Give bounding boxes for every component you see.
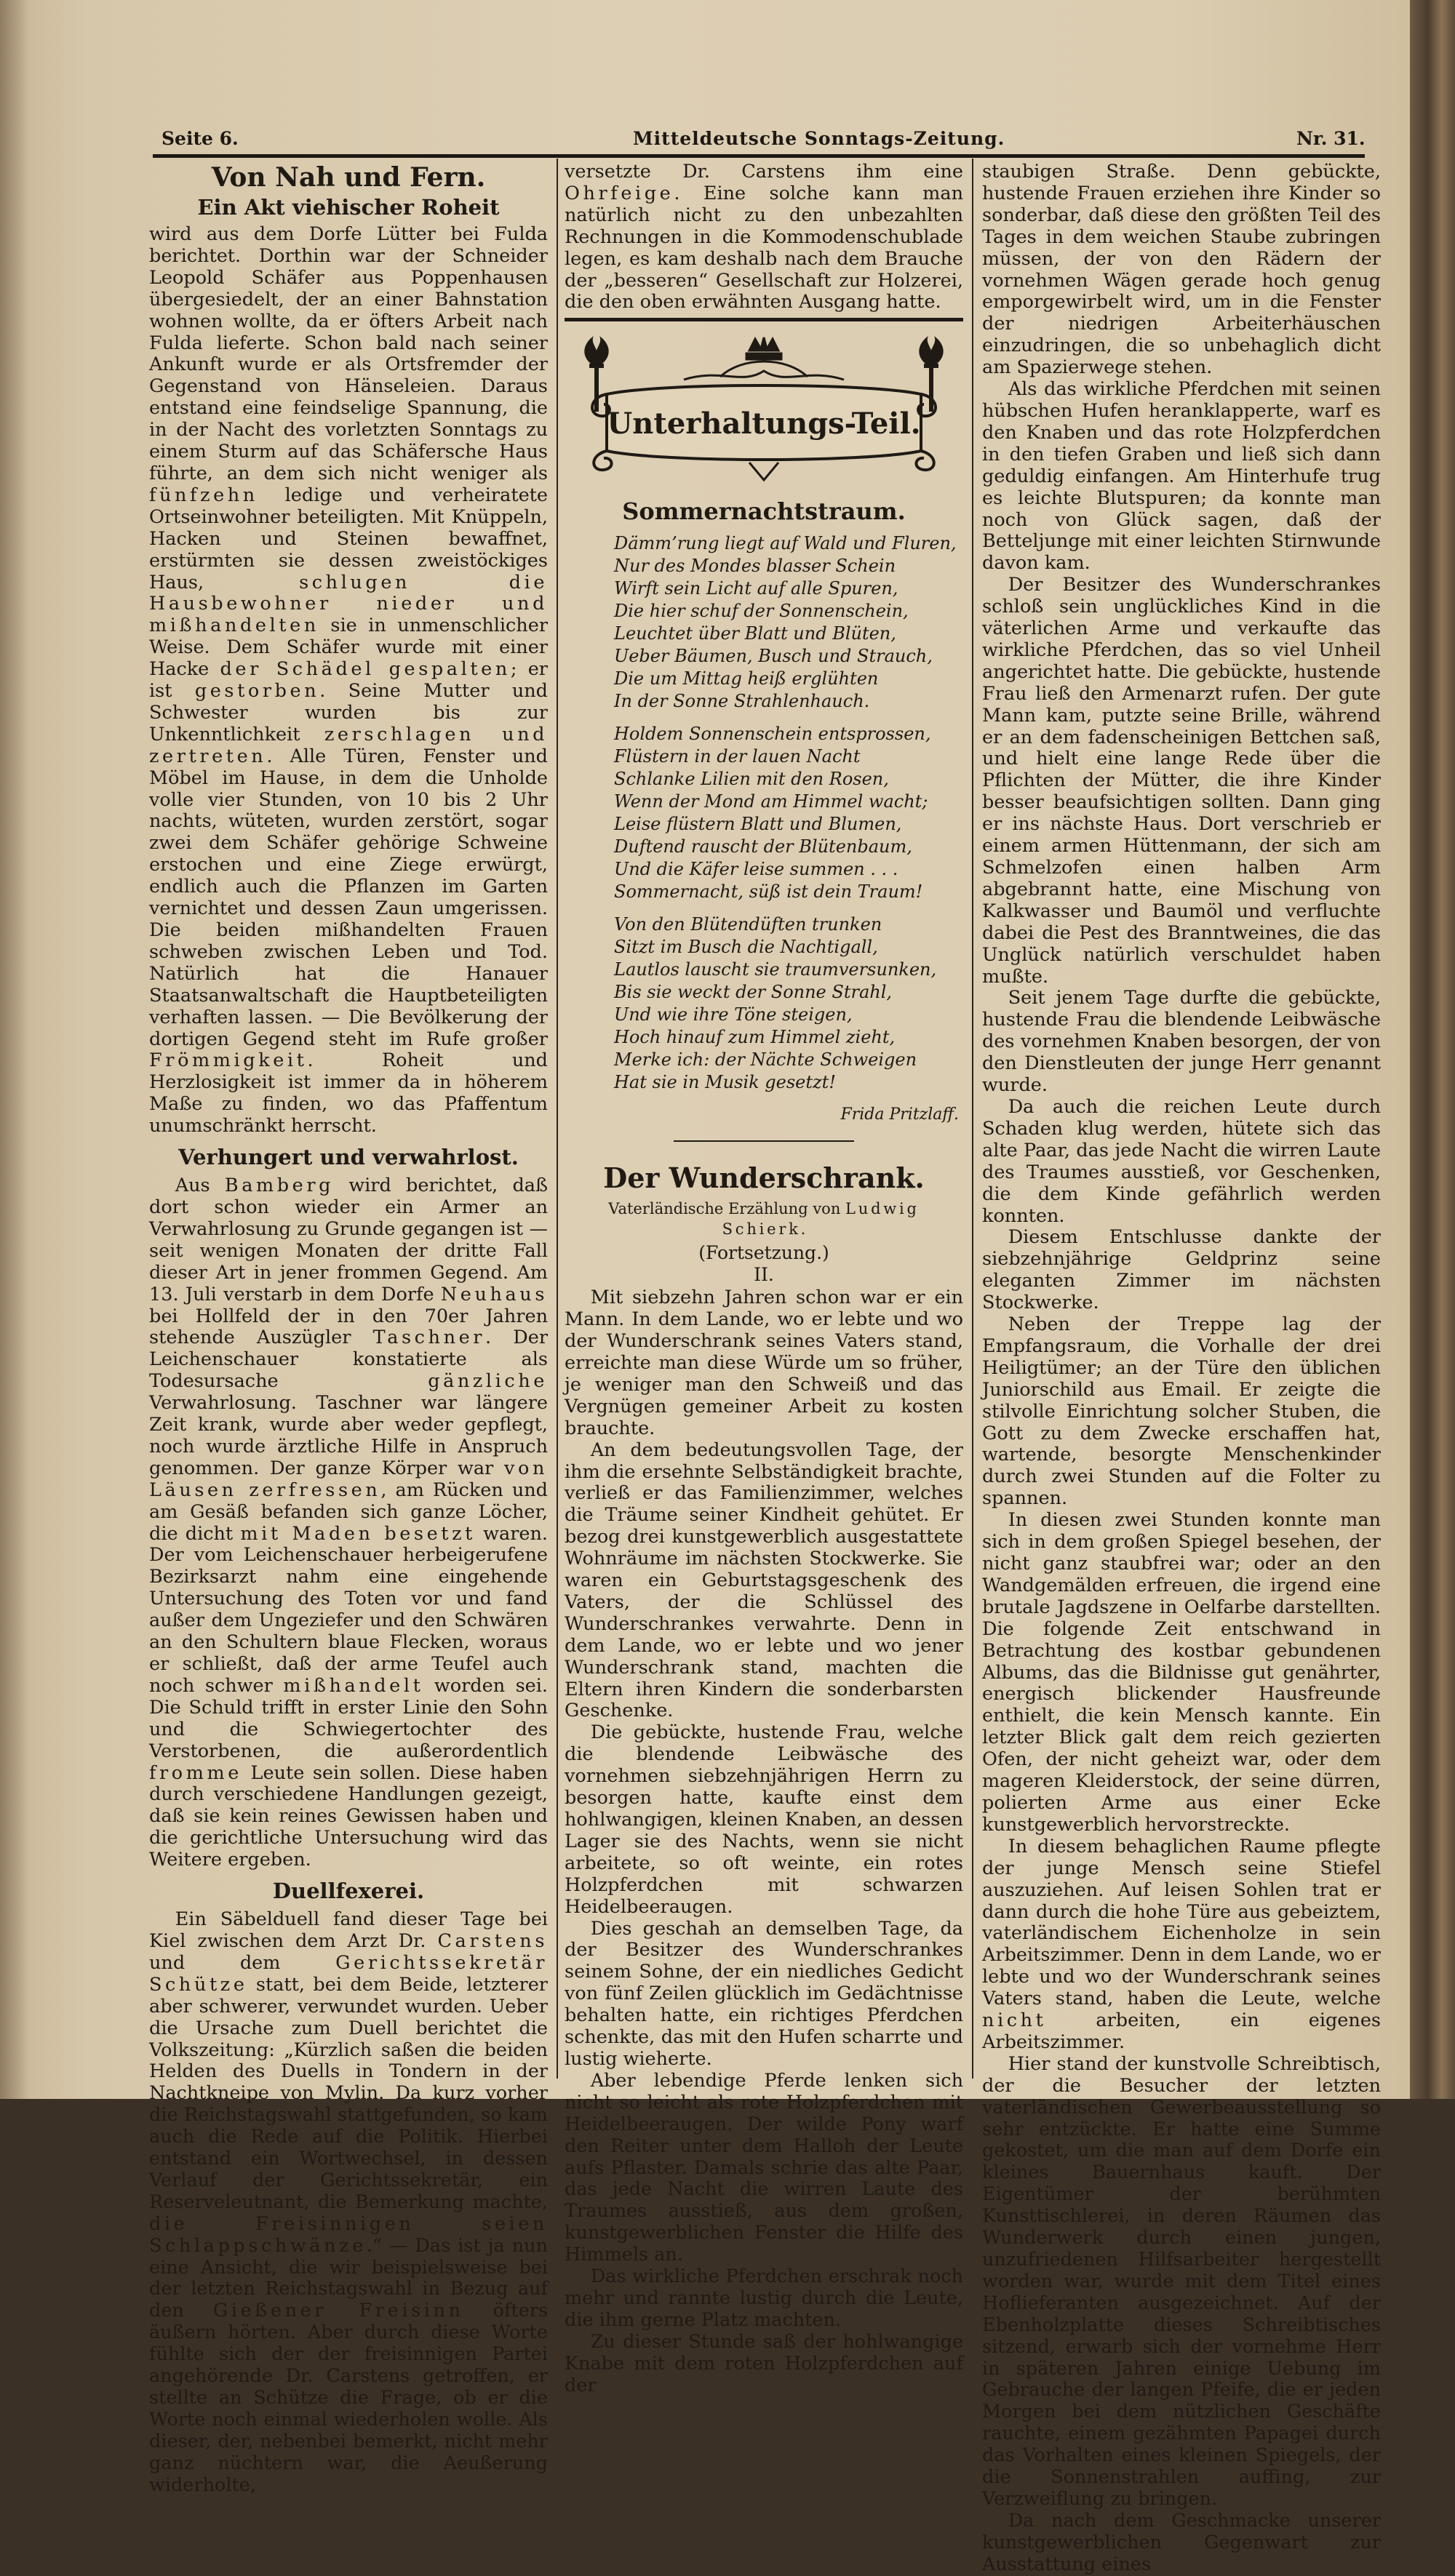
poem-title: Sommernachtstraum. [622,497,906,526]
newspaper-title: Mitteldeutsche Sonntags-Zeitung. [633,128,1005,149]
story-paragraph: Die gebückte, hustende Frau, welche die blendende Leibwäsche des vornehmen siebzehnjährigen Herrn zu besorgen hatte, kaufte einst dem hohlwangigen, kleinen Knaben, an dessen Lager sie des Nachts, wenn sie nicht arbeitete, so oft weinte, ein rotes Holzpferdchen mit schwarzen Heidelbeeraugen. [565,1721,963,1918]
column-rule [972,159,973,2079]
story-paragraph: Da nach dem Geschmacke unserer kunstgewerblichen Gegenwart zur Ausstattung eines [982,2509,1381,2575]
story-paragraph: Aber lebendige Pferde lenken sich nicht so leicht als rote Holzpferdchen mit Heidelbeeraugen. Der wilde Pony warf den Reiter unter dem Halloh der Leute aufs Pflaster. Damals schrie das alte Paar, das jede Nacht die wirren Laute des Traumes ausstieß, aus dem großen, kunstgewerblichen Fenster die Hilfe des Himmels an. [565,2069,963,2266]
story-paragraph: staubigen Straße. Denn gebückte, hustende Frauen erziehen ihre Kinder so sonderbar, daß diese den größten Teil des Tages in dem weichen Staube zubringen müssen, der von den Rädern der vornehmen Wägen gerade hoch genug emporgewirbelt wird, um in die Fenster der niedrigen Arbeiterhäuschen einzudringen, die so unbehaglich dicht am Spazierwege stehen. [982,161,1381,379]
section-divider [565,318,963,321]
poem-stanza: Holdem Sonnenschein entsprossen, Flüstern in der lauen Nacht Schlanke Lilien mit den Rosen, Wenn der Mond am Himmel wacht; Leise flüstern Blatt und Blumen, Duftend rauscht der Blütenbaum, Und die Käfer leise summen . . . Sommernacht, süß ist dein Traum! [614,724,931,903]
story-continuation-label: (Fortsetzung.) [698,1242,829,1264]
crown-ornament-icon [684,337,844,380]
column-2 [565,161,963,2396]
poem-stanza: Von den Blütendüften trunken Sitzt im Busch die Nachtigall, Lautlos lauscht sie traumversunken, Bis sie weckt der Sonne Strahl, Und wie ihre Töne steigen, Hoch hinauf zum Himmel zieht, Merke ich: der Nächte Schweigen Hat sie in Musik gesetzt! [614,914,937,1093]
header-rule [153,154,1365,158]
story-paragraph: Diesem Entschlusse dankte der siebzehnjährige Geldprinz seine eleganten Zimmer im nächsten Stockwerke. [982,1226,1381,1314]
story-paragraph: Neben der Treppe lag der Empfangsraum, die Vorhalle der drei Heiligtümer; an der Türe den üblichen Juniorschild aus Email. Er zeigte die stilvolle Einrichtung solcher Stuben, die Gott zu dem Zwecke erschaffen hat, wartende, besorgte Menschenkinder durch zwei Stunden auf die Folter zu spannen. [982,1313,1381,1510]
story-paragraph: Da auch die reichen Leute durch Schaden klug werden, hütete sich das alte Paar, das jede Nacht die wirren Laute des Traumes ausstieß, vor Geschenken, die dem Kinde gefährlich werden konnten. [982,1095,1381,1227]
column-rule [557,159,558,2079]
article-title: Duellfexerei. [272,1879,425,1904]
article-body: wird aus dem Dorfe Lütter bei Fulda berichtet. Dorthin war der Schneider Leopold Schäfer aus Poppenhausen übergesiedelt, der an einer Bahnstation wohnen wollte, da er öfters Arbeit nach Fulda lieferte. Schon bald nach seiner Ankunft wurde er als Ortsfremder der Gegenstand von Hänseleien. Daraus entstand eine feindselige Spannung, die in der Nacht des vorletzten Sonntags zu einem Sturm auf das Schäfersche Haus führte, an dem sich nicht weniger als fünfzehn ledige und verheiratete Ortseinwohner beteiligten. Mit Knüppeln, Hacken und Steinen bewaffnet, erstürmten sie dessen zweistöckiges Haus, schlugen die Hausbewohner nieder und mißhandelten sie in unmenschlicher Weise. Dem Schäfer wurde mit einer Hacke der Schädel gespalten; er ist gestorben. Seine Mutter und Schwester wurden bis zur Unkenntlichkeit zerschlagen und zertreten. Alle Türen, Fenster und Möbel im Hause, in dem die Unholde volle vier Stunden, von 10 bis 2 Uhr nachts, wüteten, wurden zerstört, sogar zwei dem Schäfer gehörige Schweine erstochen und eine Ziege erwürgt, endlich auch die Pflanzen im Garten vernichtet und dessen Zaun umgerissen. Die beiden mißhandelten Frauen schweben zwischen Leben und Tod. Natürlich hat die Hanauer Staatsanwaltschaft die Hauptbeteiligten verhaften lassen. — Die Bevölkerung der dortigen Gegend steht im Rufe großer Frömmigkeit. Roheit und Herzlosigkeit ist immer da in höherem Maße zu finden, wo das Pfaffentum unumschränkt herrscht. [149,223,549,1137]
section-divider [674,1140,854,1142]
column-3 [982,161,1381,2575]
story-paragraph: An dem bedeutungsvollen Tage, der ihm die ersehnte Selbständigkeit brachte, verließ er das Familienzimmer, welches die Träume seiner Kindheit gehütet. Er bezog drei kunstgewerblich ausgestattete Wohnräume im nächsten Stockwerke. Sie waren ein Geburtstagsgeschenk des Vaters, der die Schlüssel des Wunderschrankes verwahrte. Denn in dem Lande, wo er lebte und wo jener Wunderschrank stand, machten die Eltern ihren Kindern die sonderbarsten Geschenke. [565,1439,963,1722]
story-paragraph: Als das wirkliche Pferdchen mit seinen hübschen Hufen heranklapperte, warf es den Knaben und das rote Holzpferdchen in den tiefen Graben und ließ sich dann geduldig einfangen. Am Hinterhufe trug es leichte Blutspuren; da konnte man noch von Glück sagen, daß der Betteljunge mit einer leichten Stirnwunde davon kam. [982,378,1381,575]
story-subtitle: Vaterländische Erzählung von Ludwig Schierk. [608,1200,920,1239]
story-paragraph: Seit jenem Tage durfte die gebückte, hustende Frau die blendende Leibwäsche des vornehmen Knaben besorgen, der von den Dienstleuten der junge Herr genannt wurde. [982,987,1381,1097]
feuilleton-title: Unterhaltungs-Teil. [607,407,921,441]
article-body: Aus Bamberg wird berichtet, daß dort schon wieder ein Armer an Verwahrlosung zu Grunde gegangen ist — seit wenigen Monaten der dritte Fall dieser Art in jener frommen Gegend. Am 13. Juli verstarb in dem Dorfe Neuhaus bei Hollfeld der in den 70er Jahren stehende Auszügler Taschner. Der Leichenschauer konstatierte als Todesursache gänzliche Verwahrlosung. Taschner war längere Zeit krank, wurde aber weder gepflegt, noch wurde ärztliche Hilfe in Anspruch genommen. Der ganze Körper war von Läusen zerfressen, am Rücken und am Gesäß befanden sich ganze Löcher, die dicht mit Maden besetzt waren. Der vom Leichenschauer herbeigerufene Bezirksarzt nahm eine eingehende Untersuchung des Toten vor und fand außer dem Ungeziefer und den Schwären an den Schultern blaue Flecken, woraus er schließt, daß der arme Teufel auch noch schwer mißhandelt worden sei. Die Schuld trifft in erster Linie den Sohn und die Schwiegertochter des Verstorbenen, die außerordentlich fromme Leute sein sollen. Diese haben durch verschiedene Handlungen gezeigt, daß sie kein reines Gewissen haben und die gerichtliche Untersuchung wird das Weitere ergeben. [149,1175,549,1871]
story-paragraph: Das wirkliche Pferdchen erschrak noch mehr und rannte lustig durch die Leute, die ihm gerne Platz machten. [565,2265,963,2331]
story-paragraph: Hier stand der kunstvolle Schreibtisch, der die Besucher der letzten vaterländischen Gewerbeausstellung so sehr entzückte. Er hatte eine Summe gekostet, um die man auf dem Dorfe ein kleines Bauernhaus kauft. Der Eigentümer der berühmten Kunsttischlerei, in deren Räumen das Wunderwerk durch einen jungen, unzufriedenen Hilfsarbeiter hergestellt worden war, wurde mit dem Titel eines Hoflieferanten ausgezeichnet. Auf der Ebenholzplatte dieses Schreibtisches sitzend, erwarb sich der vornehme Herr in späteren Jahren einige Uebung im Gebrauche der langen Pfeife, die er jeden Morgen bei dem nützlichen Geschäfte rauchte, einem gezähmten Papagei durch das Vorhalten eines kleinen Spiegels, der die Sonnenstrahlen auffing, zur Verzweiflung zu bringen. [982,2052,1381,2510]
article-title: Ein Akt viehischer Roheit [197,195,500,220]
story-paragraph: Der Besitzer des Wunderschrankes schloß sein unglückliches Kind in die väterlichen Arme und verkaufte das wirkliche Pferdchen, das so viel Unheil angerichtet hatte. Die gebückte, hustende Frau ließ den Armenarzt rufen. Der gute Mann kam, putzte seine Brille, während er an dem fadenscheinigen Bettchen saß, und hielt eine lange Rede über die Pflichten der Mütter, die ihre Kinder besser beaufsichtigen sollten. Dann ging er ins nächste Haus. Dort verschrieb er einem armen Hüttenmann, der sich am Schmelzofen einen halben Arm abgebrannt hatte, eine Mischung von Kalkwasser und Baumöl und verfluchte dabei die Pest des Branntweines, die das Unglück natürlich verschuldet haben mußte. [982,574,1381,988]
story-paragraph: Zu dieser Stunde saß der hohlwangige Knabe mit dem roten Holzpferdchen auf der [565,2330,963,2396]
story-chapter: II. [754,1264,774,1286]
poem-stanza: Dämm’rung liegt auf Wald und Fluren, Nur des Mondes blasser Schein Wirft sein Licht auf alle Spuren, Die hier schuf der Sonnenschein, Leuchtet über Blatt und Blüten, Ueber Bäumen, Busch und Strauch, Die um Mittag heiß erglühten In der Sonne Strahlenhauch. [614,533,957,712]
story-title: Der Wunderschrank. [603,1161,925,1195]
story-paragraph: In diesen zwei Stunden konnte man sich in dem großen Spiegel besehen, der nicht ganz staubfrei war; oder an den Wandgemälden erfreuen, die irgend eine brutale Jagdszene in Oelfarbe darstellten. Die folgende Zeit entschwand in Betrachtung des kostbar gebundenen Albums, das die Bildnisse gut genährter, energisch blickender Hausfreunde enthielt, die kein Mensch kannte. Ein letzter Blick galt dem reich gezierten Ofen, der nicht geheizt war, oder dem mageren Kleiderstock, der seine dürren, polierten Arme aus einer Ecke kunstgewerblich hervorstreckte. [982,1509,1381,1836]
page-shadow [0,0,29,2099]
book-binding [1410,0,1455,2099]
article-body: Ein Säbelduell fand dieser Tage bei Kiel zwischen dem Arzt Dr. Carstens und dem Gerichtssekretär Schütze statt, bei dem Beide, letzterer aber schwerer, verwundet wurden. Ueber die Ursache zum Duell berichtet die Volkszeitung: „Kürzlich saßen die beiden Helden des Duells in Tondern in der Nachtkneipe von Mylin. Da kurz vorher die Reichstagswahl stattgefunden, so kam auch die Rede auf die Politik. Hierbei entstand ein Wortwechsel, in dessen Verlauf der Gerichtssekretär, ein Reserveleutnant, die Bemerkung machte, die Freisinnigen seien Schlappschwänze.“ — Das ist ja nun eine Ansicht, die wir beispielsweise bei der letzten Reichstagswahl in Bezug auf den Gießener Freisinn öfters äußern hörten. Aber durch diese Worte fühlte sich der der freisinnigen Partei angehörende Dr. Carstens getroffen, er stellte an Schütze die Frage, ob er die Worte noch einmal wiederholen wolle. Als dieser, der, nebenbei bemerkt, nicht mehr ganz nüchtern war, die Aeußerung widerholte, [149,1908,549,2496]
column-1 [149,161,549,2496]
poem [614,532,963,1094]
story-paragraph: Dies geschah an demselben Tage, da der Besitzer des Wunderschrankes seinem Sohne, der ein niedliches Gedicht von fünf Zeilen glücklich im Gedächtnisse behalten hatte, ein richtiges Pferdchen schenkte, das mit den Hufen scharrte und lustig wieherte. [565,1917,963,2070]
page-number: Seite 6. [162,128,239,149]
story-paragraph: Mit siebzehn Jahren schon war er ein Mann. In dem Lande, wo er lebte und wo der Wunderschrank seines Vaters stand, erreichte man diese Würde um so früher, je weniger man den Schweiß und das Vergnügen gemeiner Arbeit zu kosten brauchte. [565,1287,963,1439]
article-continuation: versetzte Dr. Carstens ihm eine Ohrfeige. Eine solche kann man natürlich nicht zu den unbezahlten Rechnungen in die Kommodenschublade legen, es kam deshalb nach dem Brauche der „besseren“ Gesellschaft zur Holzerei, die den oben erwähnten Ausgang hatte. [565,161,963,313]
poem-author: Frida Pritzlaff. [840,1105,959,1124]
section-title: Von Nah und Fern. [211,162,486,193]
scroll-cartouche-icon [575,335,953,489]
story-paragraph: In diesem behaglichen Raume pflegte der junge Mensch seine Stiefel auszuziehen. Auf leisen Sohlen trat er dann durch die hohe Türe aus gebeiztem, vaterländischem Eichenholze in sein Arbeitszimmer. Denn in dem Lande, wo er lebte und wo der Wunderschrank seines Vaters stand, haben die Leute, welche nicht arbeiten, ein eigenes Arbeitszimmer. [982,1835,1381,2053]
issue-number: Nr. 31. [1296,128,1366,149]
article-title: Verhungert und verwahrlost. [178,1145,519,1170]
